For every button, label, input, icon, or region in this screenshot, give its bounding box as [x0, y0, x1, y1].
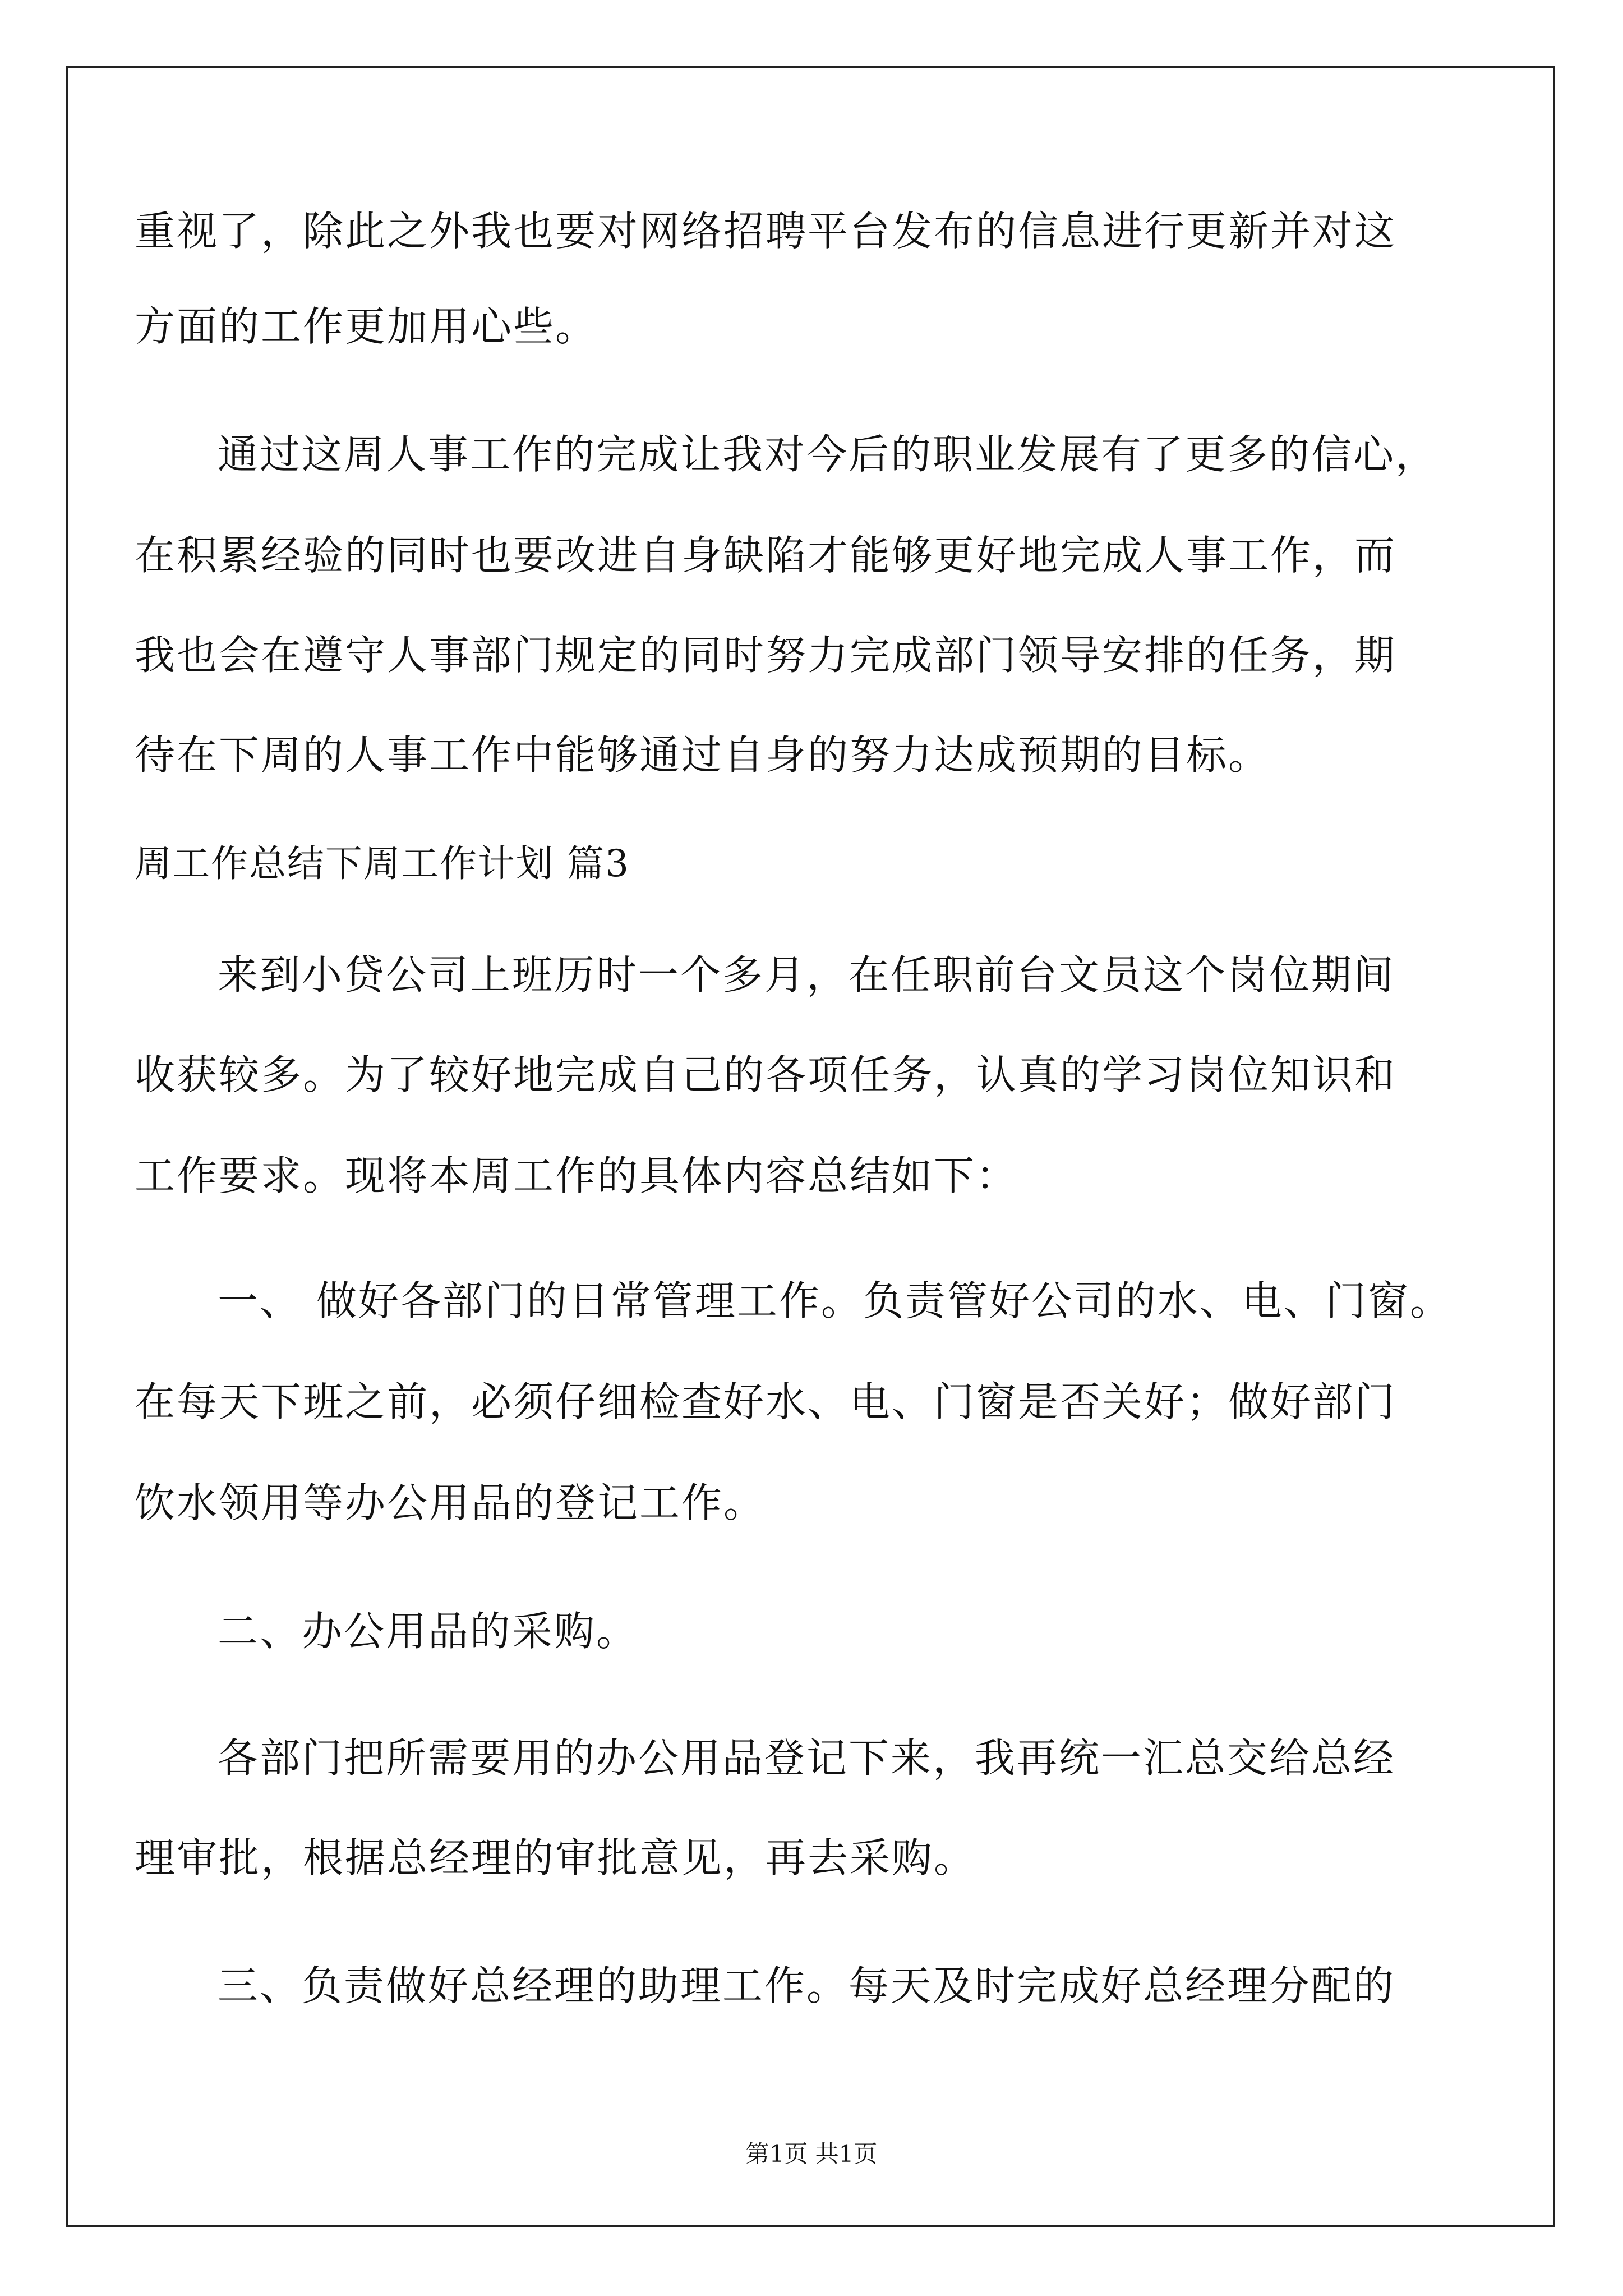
text-line: 饮水领用等办公用品的登记工作。: [135, 1479, 766, 1526]
text-line: 待在下周的人事工作中能够通过自身的努力达成预期的目标。: [135, 731, 1271, 779]
page-number: 第1页 共1页: [745, 2140, 878, 2168]
text-line: 工作要求。现将本周工作的具体内容总结如下：: [135, 1152, 1018, 1199]
text-line: 重视了，除此之外我也要对网络招聘平台发布的信息进行更新并对这: [135, 208, 1397, 255]
section-heading: 周工作总结下周工作计划 篇3: [135, 842, 630, 885]
paragraph-first-line: 来到小贷公司上班历时一个多月，在任职前台文员这个岗位期间: [218, 951, 1396, 999]
list-item-2: 二、办公用品的采购。: [218, 1608, 639, 1655]
text-line: 理审批，根据总经理的审批意见，再去采购。: [135, 1834, 976, 1881]
document-body: [135, 203, 1492, 2009]
list-item-3: 三、负责做好总经理的助理工作。每天及时完成好总经理分配的: [218, 1962, 1396, 2009]
text-line: 在每天下班之前，必须仔细检查好水、电、门窗是否关好；做好部门: [135, 1378, 1397, 1425]
text-line: 在积累经验的同时也要改进自身缺陷才能够更好地完成人事工作，而: [135, 532, 1397, 579]
paragraph-first-line: 通过这周人事工作的完成让我对今后的职业发展有了更多的信心，: [218, 431, 1438, 478]
text-line: 方面的工作更加用心些。: [135, 303, 598, 350]
list-item-1: 一、 做好各部门的日常管理工作。负责管好公司的水、电、门窗。: [218, 1277, 1452, 1324]
text-line: 收获较多。为了较好地完成自己的各项任务，认真的学习岗位知识和: [135, 1051, 1397, 1098]
paragraph-first-line: 各部门把所需要用的办公用品登记下来，我再统一汇总交给总经: [218, 1734, 1396, 1782]
text-line: 我也会在遵守人事部门规定的同时努力完成部门领导安排的任务，期: [135, 632, 1397, 679]
